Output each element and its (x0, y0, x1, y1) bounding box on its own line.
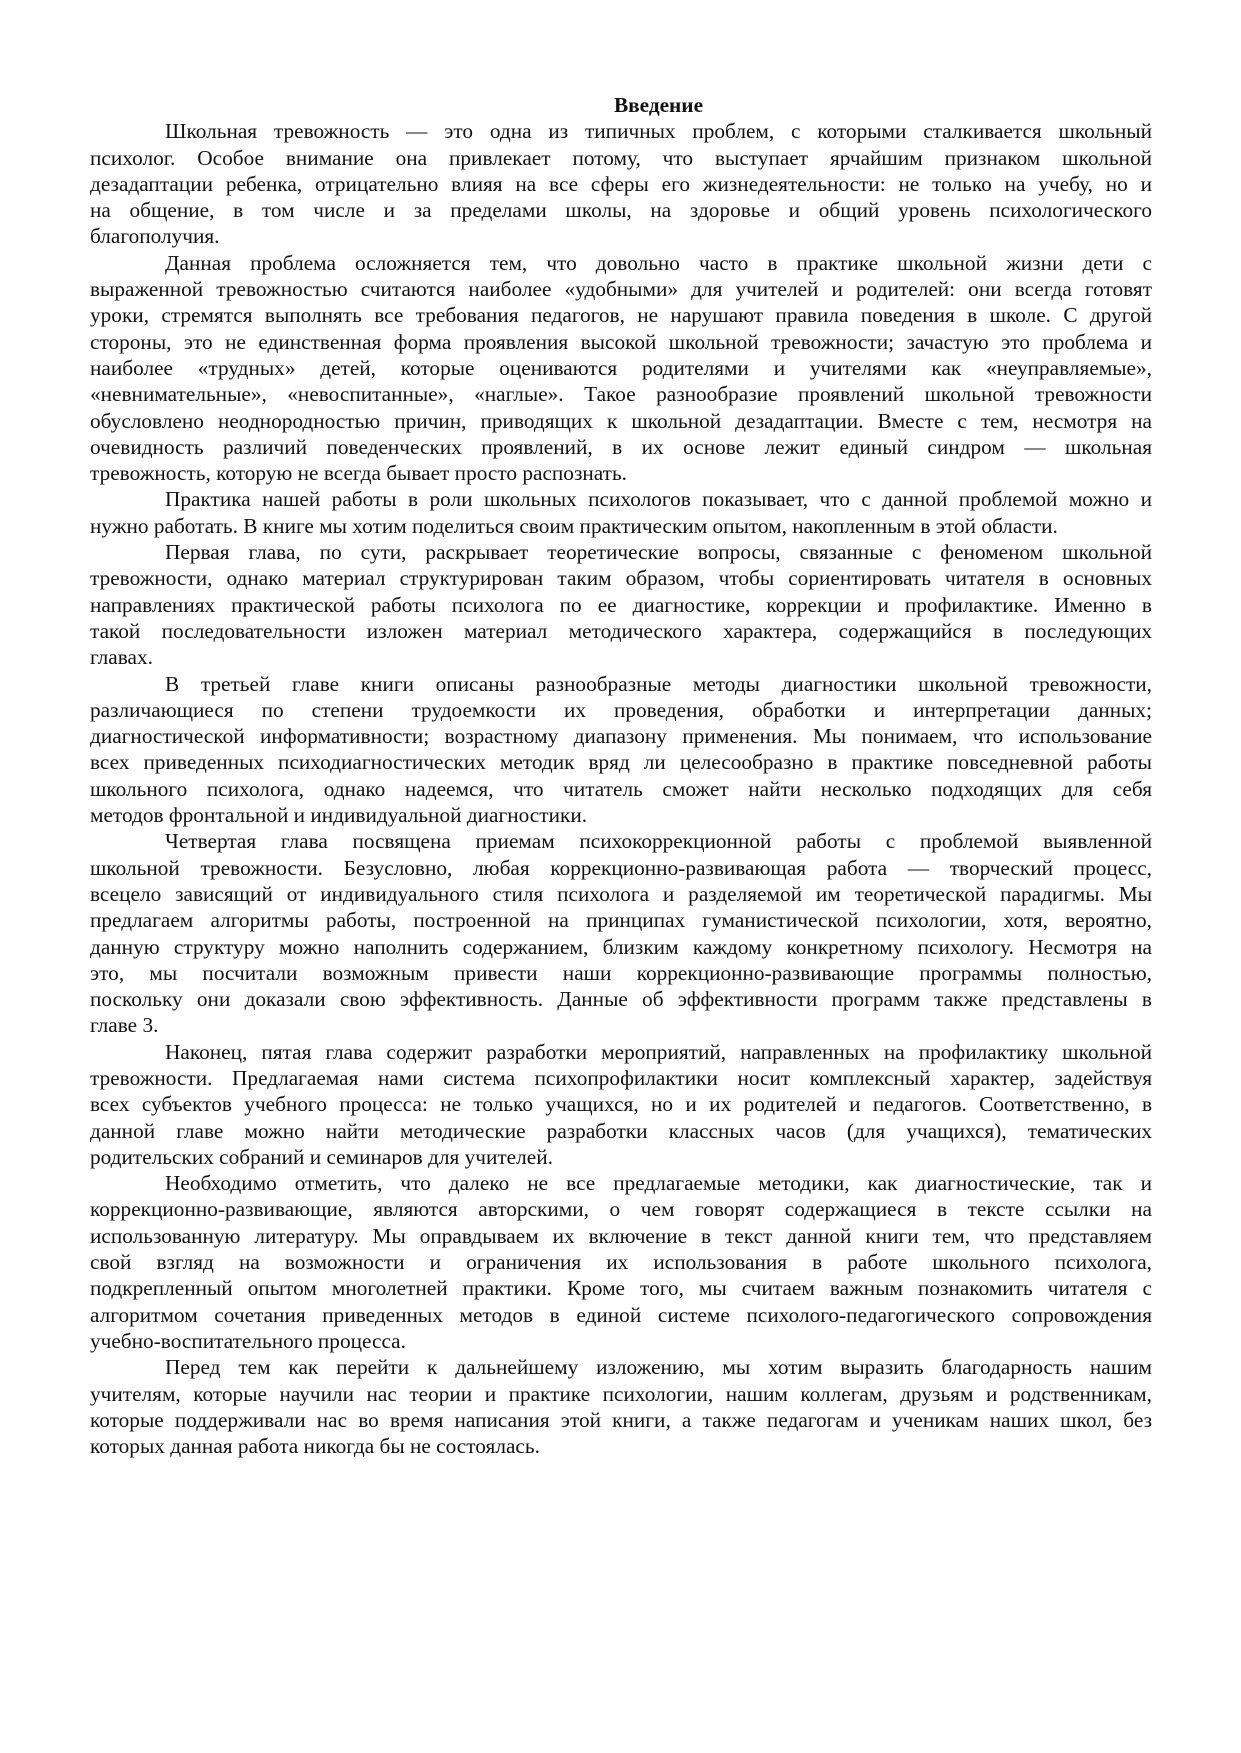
text-line: это, мы посчитали возможным привести наши коррекционно-развивающие программы полностью, (90, 960, 1152, 985)
text-line: обусловлено неоднородностью причин, приводящих к школьной дезадаптации. Вместе с тем, несмотря на (90, 408, 1152, 433)
paragraph (90, 1039, 1152, 1170)
page-title: Введение (613, 93, 704, 117)
paragraph (90, 486, 1152, 539)
paragraph (90, 1170, 1152, 1354)
text-line: такой последовательности изложен материал методического характера, содержащийся в последующих (90, 618, 1152, 643)
text-line: стороны, это не единственная форма проявления высокой школьной тревожности; зачастую это проблема и (90, 329, 1152, 354)
text-line: школьного психолога, однако надеемся, что читатель сможет найти несколько подходящих для себя (90, 776, 1152, 801)
text-line: поскольку они доказали свою эффективность. Данные об эффективности программ также представлены в (90, 987, 1152, 1012)
text-line: нужно работать. В книге мы хотим поделиться своим практическим опытом, накопленным в этой области. (90, 513, 1058, 538)
paragraph (90, 118, 1152, 249)
text-line: направлениях практической работы психолога по ее диагностике, коррекции и профилактике. Именно в (90, 592, 1152, 617)
text-line: наиболее «трудных» детей, которые оцениваются родителями и учителями как «неуправляемые», (90, 355, 1152, 380)
text-line: подкрепленный опытом многолетней практики. Кроме того, мы считаем важным познакомить читателя с (90, 1276, 1152, 1301)
paragraph (90, 539, 1152, 670)
text-line: различающиеся по степени трудоемкости их проведения, обработки и интерпретации данных; (90, 697, 1152, 722)
text-line: выраженной тревожностью считаются наиболее «удобными» для учителей и родителей: они всегда готовят (90, 277, 1152, 302)
text-line: главе 3. (90, 1013, 159, 1038)
text-line: школьной тревожности. Безусловно, любая коррекционно-развивающая работа — творческий процесс, (90, 855, 1152, 880)
text-line: которые поддерживали нас во время написания этой книги, а также педагогам и ученикам наших школ, без (90, 1407, 1152, 1432)
text-line: всех приведенных психодиагностических методик вряд ли целесообразно в практике повседневной работы (90, 750, 1152, 775)
paragraph (90, 828, 1152, 1038)
text-line: данной главе можно найти методические разработки классных часов (для учащихся), тематических (90, 1118, 1152, 1143)
text-line: свой взгляд на возможности и ограничения их использования в работе школьного психолога, (90, 1250, 1152, 1275)
paragraph (90, 250, 1152, 487)
text-line: учителям, которые научили нас теории и практике психологии, нашим коллегам, друзьям и родственникам, (90, 1381, 1152, 1406)
text-line: данную структуру можно наполнить содержанием, близким каждому конкретному психологу. Несмотря на (90, 934, 1152, 959)
text-line: на общение, в том числе и за пределами школы, на здоровье и общий уровень психологического (90, 198, 1152, 223)
text-line: тревожности. Предлагаемая нами система психопрофилактики носит комплексный характер, задействуя (90, 1065, 1152, 1090)
text-line: главах. (90, 645, 153, 670)
text-line: очевидность различий поведенческих проявлений, в их основе лежит единый синдром — школьная (90, 434, 1152, 459)
text-line: психолог. Особое внимание она привлекает потому, что выступает ярчайшим признаком школьной (90, 145, 1152, 170)
text-line: Данная проблема осложняется тем, что довольно часто в практике школьной жизни дети с (165, 250, 1152, 275)
text-line: Необходимо отметить, что далеко не все предлагаемые методики, как диагностические, так и (165, 1171, 1152, 1196)
text-line: «невнимательные», «невоспитанные», «наглые». Такое разнообразие проявлений школьной тревожности (90, 382, 1152, 407)
paragraph (90, 1354, 1152, 1459)
text-line: тревожности, однако материал структурирован таким образом, чтобы сориентировать читателя в основных (90, 566, 1152, 591)
document-page (90, 92, 1152, 1459)
text-line: дезадаптации ребенка, отрицательно влияя на все сферы его жизнедеятельности: не только на учебу, но и (90, 171, 1152, 196)
text-line: которых данная работа никогда бы не состоялась. (90, 1434, 540, 1459)
text-line: алгоритмом сочетания приведенных методов в единой системе психолого-педагогического сопровождения (90, 1302, 1152, 1327)
text-line: всех субъектов учебного процесса: не только учащихся, но и их родителей и педагогов. Соответственно, в (90, 1092, 1152, 1117)
text-line: Наконец, пятая глава содержит разработки мероприятий, направленных на профилактику школьной (165, 1039, 1152, 1064)
text-line: Практика нашей работы в роли школьных психологов показывает, что с данной проблемой можно и (165, 487, 1152, 512)
document-body (90, 118, 1152, 1459)
text-line: родительских собраний и семинаров для учителей. (90, 1144, 553, 1169)
text-line: тревожность, которую не всегда бывает просто распознать. (90, 461, 628, 486)
text-line: В третьей главе книги описаны разнообразные методы диагностики школьной тревожности, (165, 671, 1152, 696)
text-line: Школьная тревожность — это одна из типичных проблем, с которыми сталкивается школьный (165, 119, 1152, 144)
text-line: методов фронтальной и индивидуальной диагностики. (90, 803, 588, 828)
paragraph (90, 671, 1152, 829)
text-line: Четвертая глава посвящена приемам психокоррекционной работы с проблемой выявленной (165, 829, 1152, 854)
text-line: диагностической информативности; возрастному диапазону применения. Мы понимаем, что использование (90, 724, 1152, 749)
text-line: использованную литературу. Мы оправдываем их включение в текст данной книги тем, что представляем (90, 1223, 1152, 1248)
text-line: коррекционно-развивающие, являются авторскими, о чем говорят содержащиеся в тексте ссылки на (90, 1197, 1152, 1222)
text-line: учебно-воспитательного процесса. (90, 1328, 406, 1353)
text-line: всецело зависящий от индивидуального стиля психолога и разделяемой им теоретической парадигмы. Мы (90, 881, 1152, 906)
text-line: предлагаем алгоритмы работы, построенной на принципах гуманистической психологии, хотя, вероятно, (90, 908, 1152, 933)
text-line: Перед тем как перейти к дальнейшему изложению, мы хотим выразить благодарность нашим (165, 1355, 1152, 1380)
text-line: благополучия. (90, 224, 220, 249)
text-line: Первая глава, по сути, раскрывает теоретические вопросы, связанные с феноменом школьной (165, 540, 1152, 565)
text-line: уроки, стремятся выполнять все требования педагогов, не нарушают правила поведения в школе. С другой (90, 303, 1152, 328)
